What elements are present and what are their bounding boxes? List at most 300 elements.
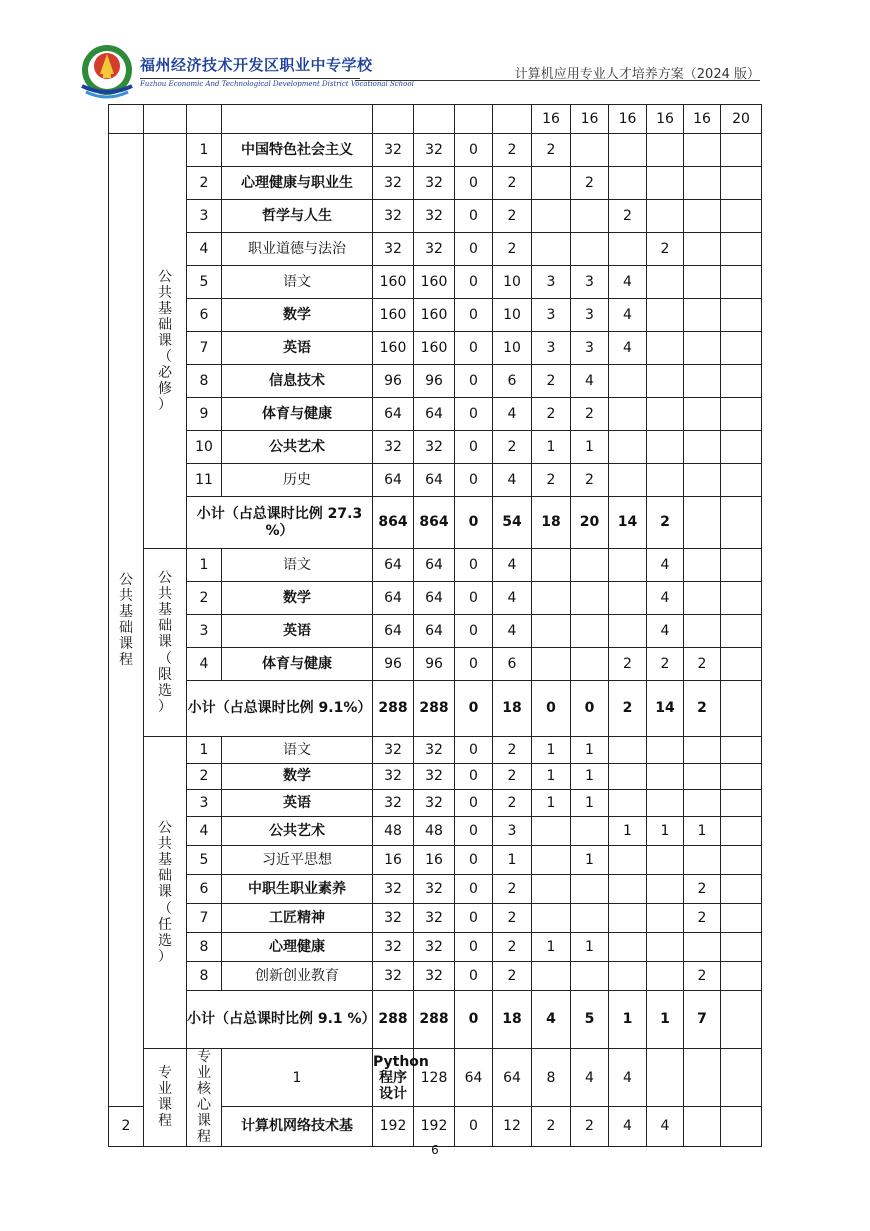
- table-row: [109, 737, 762, 764]
- course-value: [647, 790, 684, 817]
- course-value: 64: [414, 464, 455, 497]
- course-value: [721, 464, 762, 497]
- course-value: [721, 817, 762, 846]
- course-value: [721, 398, 762, 431]
- blank-cell: [109, 105, 144, 134]
- course-value: 0: [455, 790, 493, 817]
- course-value: [721, 431, 762, 464]
- course-name: Python 程序设计: [373, 1049, 414, 1107]
- blank-cell: [222, 105, 373, 134]
- course-value: [721, 648, 762, 681]
- header-rule-left: [140, 78, 360, 79]
- course-no: 2: [187, 167, 222, 200]
- course-value: 64: [414, 549, 455, 582]
- course-value: [532, 582, 571, 615]
- course-value: 2: [571, 1107, 609, 1146]
- course-value: [647, 398, 684, 431]
- course-value: 2: [684, 875, 721, 904]
- course-name: 英语: [222, 615, 373, 648]
- course-value: 160: [414, 266, 455, 299]
- course-no: 4: [187, 233, 222, 266]
- course-no: 2: [187, 764, 222, 790]
- course-value: 4: [609, 266, 647, 299]
- table-row: [109, 299, 762, 332]
- course-value: 4: [493, 582, 532, 615]
- table-row: [109, 134, 762, 167]
- course-name: 历史: [222, 464, 373, 497]
- table-row: [109, 962, 762, 991]
- course-value: 2: [571, 464, 609, 497]
- course-value: [721, 764, 762, 790]
- course-value: [647, 875, 684, 904]
- course-value: 32: [373, 933, 414, 962]
- table-row: [109, 200, 762, 233]
- table-row: [109, 167, 762, 200]
- school-logo: [76, 44, 138, 100]
- course-value: 160: [414, 299, 455, 332]
- course-no: 11: [187, 464, 222, 497]
- course-value: [609, 464, 647, 497]
- course-value: 64: [373, 549, 414, 582]
- subtotal-value: 18: [493, 991, 532, 1049]
- course-value: 1: [571, 764, 609, 790]
- subtotal-value: 14: [647, 681, 684, 737]
- course-value: [684, 398, 721, 431]
- course-value: 0: [455, 933, 493, 962]
- category-label: 公 共 基 础 课 程: [109, 134, 144, 1107]
- course-name: 数学: [222, 582, 373, 615]
- week-count: 16: [684, 105, 721, 134]
- table-row: [109, 398, 762, 431]
- course-value: [571, 134, 609, 167]
- course-value: 2: [493, 134, 532, 167]
- course-value: 1: [532, 764, 571, 790]
- course-value: 3: [532, 332, 571, 365]
- subtotal-value: 2: [647, 497, 684, 549]
- course-value: [532, 962, 571, 991]
- course-value: [647, 134, 684, 167]
- group-label: 公 共 基 础 课 （ 必 修 ）: [144, 134, 187, 549]
- table-row: [109, 681, 762, 737]
- course-name: 英语: [222, 332, 373, 365]
- school-name: 福州经济技术开发区职业中专学校: [140, 56, 373, 74]
- curriculum-table: [108, 104, 762, 1147]
- course-value: [721, 266, 762, 299]
- course-value: 192: [373, 1107, 414, 1146]
- course-value: [721, 299, 762, 332]
- course-value: 32: [414, 167, 455, 200]
- course-value: 0: [455, 431, 493, 464]
- course-value: 0: [455, 365, 493, 398]
- course-value: [571, 904, 609, 933]
- course-value: 1: [609, 817, 647, 846]
- course-value: [721, 1107, 762, 1146]
- blank-cell: [414, 105, 455, 134]
- course-value: 1: [532, 790, 571, 817]
- group-label: 公 共 基 础 课 （ 任 选 ）: [144, 737, 187, 1049]
- course-value: 4: [647, 582, 684, 615]
- course-no: 7: [187, 904, 222, 933]
- course-value: [684, 266, 721, 299]
- course-value: 64: [493, 1049, 532, 1107]
- subtotal-value: 0: [455, 681, 493, 737]
- course-value: 2: [609, 200, 647, 233]
- subtotal-value: 864: [373, 497, 414, 549]
- course-value: 0: [455, 737, 493, 764]
- course-no: 3: [187, 200, 222, 233]
- course-value: 32: [373, 875, 414, 904]
- course-value: [532, 233, 571, 266]
- course-name: 英语: [222, 790, 373, 817]
- course-value: 4: [493, 464, 532, 497]
- course-value: 32: [414, 875, 455, 904]
- course-value: [684, 1049, 721, 1107]
- subtotal-value: 0: [455, 991, 493, 1049]
- course-value: [647, 200, 684, 233]
- course-name: 计算机网络技术基: [222, 1107, 373, 1146]
- course-value: 32: [414, 233, 455, 266]
- course-value: [609, 134, 647, 167]
- blank-cell: [187, 105, 222, 134]
- course-value: [647, 167, 684, 200]
- subtotal-value: 0: [532, 681, 571, 737]
- course-name: 公共艺术: [222, 431, 373, 464]
- course-value: [571, 817, 609, 846]
- table-row: [109, 332, 762, 365]
- course-value: 32: [414, 200, 455, 233]
- course-no: 6: [187, 299, 222, 332]
- course-value: 3: [532, 266, 571, 299]
- subtotal-value: 1: [609, 991, 647, 1049]
- course-value: [721, 615, 762, 648]
- course-no: 7: [187, 332, 222, 365]
- course-value: 32: [373, 962, 414, 991]
- document-title: 计算机应用专业人才培养方案（2024 版）: [514, 67, 760, 82]
- course-value: [684, 431, 721, 464]
- course-value: 0: [455, 875, 493, 904]
- course-value: [647, 266, 684, 299]
- course-value: [684, 464, 721, 497]
- course-value: [609, 549, 647, 582]
- course-no: 8: [187, 962, 222, 991]
- course-value: 32: [373, 737, 414, 764]
- table-row: [109, 790, 762, 817]
- subtotal-value: 2: [684, 681, 721, 737]
- table-row: [109, 904, 762, 933]
- course-value: [684, 299, 721, 332]
- course-value: 1: [532, 737, 571, 764]
- course-value: [609, 933, 647, 962]
- course-value: 2: [532, 398, 571, 431]
- course-no: 3: [187, 615, 222, 648]
- course-value: 32: [373, 200, 414, 233]
- course-value: 1: [532, 933, 571, 962]
- subtotal-label: 小计（占总课时比例 27.3 %）: [187, 497, 373, 549]
- course-no: 6: [187, 875, 222, 904]
- course-value: 2: [684, 962, 721, 991]
- week-count: 16: [571, 105, 609, 134]
- course-value: 0: [455, 464, 493, 497]
- course-value: 0: [455, 1107, 493, 1146]
- page-number: 6: [431, 1143, 439, 1157]
- course-value: 32: [373, 431, 414, 464]
- course-value: [609, 846, 647, 875]
- course-value: 2: [493, 904, 532, 933]
- course-value: [684, 846, 721, 875]
- course-value: 32: [414, 737, 455, 764]
- course-value: 0: [455, 817, 493, 846]
- course-value: 2: [493, 764, 532, 790]
- subtotal-label: 小计（占总课时比例 9.1%）: [187, 681, 373, 737]
- course-value: 32: [373, 233, 414, 266]
- course-value: [647, 1049, 684, 1107]
- course-value: [609, 582, 647, 615]
- group-label: 专 业 核 心 课 程: [187, 1049, 222, 1147]
- subtotal-value: 288: [373, 991, 414, 1049]
- course-value: 2: [647, 233, 684, 266]
- course-value: 10: [493, 299, 532, 332]
- course-name: 语文: [222, 737, 373, 764]
- course-value: [721, 365, 762, 398]
- subtotal-value: 18: [493, 681, 532, 737]
- subtotal-value: 864: [414, 497, 455, 549]
- course-value: 0: [455, 648, 493, 681]
- course-value: 96: [414, 365, 455, 398]
- course-value: 32: [373, 167, 414, 200]
- course-value: [609, 167, 647, 200]
- subtotal-label: 小计（占总课时比例 9.1 %）: [187, 991, 373, 1049]
- course-value: 12: [493, 1107, 532, 1146]
- subtotal-value: 54: [493, 497, 532, 549]
- course-value: [532, 904, 571, 933]
- course-name: 创新创业教育: [222, 962, 373, 991]
- subtotal-value: 7: [684, 991, 721, 1049]
- course-value: [647, 464, 684, 497]
- course-value: [647, 962, 684, 991]
- course-value: [721, 1049, 762, 1107]
- course-value: 3: [493, 817, 532, 846]
- course-value: 1: [493, 846, 532, 875]
- table-row: [109, 549, 762, 582]
- table-row: [109, 764, 762, 790]
- subtotal-value: 14: [609, 497, 647, 549]
- course-value: 1: [571, 846, 609, 875]
- blank-cell: [455, 105, 493, 134]
- course-value: 6: [493, 648, 532, 681]
- course-name: 中职生职业素养: [222, 875, 373, 904]
- course-value: [684, 615, 721, 648]
- table-row: [109, 875, 762, 904]
- week-count: 16: [532, 105, 571, 134]
- course-value: 64: [414, 615, 455, 648]
- course-value: 160: [414, 332, 455, 365]
- course-value: [647, 737, 684, 764]
- course-value: 0: [455, 134, 493, 167]
- course-value: [721, 134, 762, 167]
- table-row: [109, 846, 762, 875]
- course-value: [721, 233, 762, 266]
- course-no: 5: [187, 846, 222, 875]
- course-value: 0: [455, 233, 493, 266]
- week-count: 16: [647, 105, 684, 134]
- course-value: 4: [647, 549, 684, 582]
- course-value: [721, 962, 762, 991]
- course-name: 习近平思想: [222, 846, 373, 875]
- course-value: 2: [532, 1107, 571, 1146]
- course-value: [571, 549, 609, 582]
- course-value: 160: [373, 332, 414, 365]
- group-label: 公 共 基 础 课 （ 限 选 ）: [144, 549, 187, 737]
- course-value: 32: [414, 790, 455, 817]
- course-value: 32: [414, 431, 455, 464]
- course-value: 4: [493, 398, 532, 431]
- course-value: [647, 904, 684, 933]
- course-name: 体育与健康: [222, 398, 373, 431]
- course-value: 0: [455, 764, 493, 790]
- course-no: 1: [187, 549, 222, 582]
- course-value: 96: [373, 648, 414, 681]
- course-value: [721, 549, 762, 582]
- course-value: 16: [373, 846, 414, 875]
- course-value: [609, 764, 647, 790]
- course-value: 1: [647, 817, 684, 846]
- course-value: 2: [647, 648, 684, 681]
- course-value: [532, 875, 571, 904]
- course-value: 48: [373, 817, 414, 846]
- course-value: [647, 332, 684, 365]
- course-no: 9: [187, 398, 222, 431]
- course-value: [721, 790, 762, 817]
- table-row: [109, 817, 762, 846]
- course-name: 语文: [222, 549, 373, 582]
- course-value: 4: [609, 1049, 647, 1107]
- course-value: 1: [571, 431, 609, 464]
- course-no: 8: [187, 933, 222, 962]
- course-value: [532, 648, 571, 681]
- course-value: [532, 817, 571, 846]
- course-value: 0: [455, 398, 493, 431]
- week-count: 20: [721, 105, 762, 134]
- subtotal-value: 1: [647, 991, 684, 1049]
- course-value: 2: [493, 431, 532, 464]
- course-value: [721, 200, 762, 233]
- course-value: 48: [414, 817, 455, 846]
- course-value: [532, 615, 571, 648]
- course-no: 1: [222, 1049, 373, 1107]
- course-value: [684, 233, 721, 266]
- course-value: 64: [373, 615, 414, 648]
- course-value: [532, 167, 571, 200]
- subtotal-value: 18: [532, 497, 571, 549]
- course-value: [647, 933, 684, 962]
- course-value: 2: [532, 365, 571, 398]
- course-name: 数学: [222, 764, 373, 790]
- course-value: [532, 846, 571, 875]
- table-header-row: [109, 105, 762, 134]
- blank-cell: [493, 105, 532, 134]
- course-value: 0: [455, 167, 493, 200]
- table-row: [109, 648, 762, 681]
- course-value: 128: [414, 1049, 455, 1107]
- course-value: [609, 431, 647, 464]
- course-value: 0: [455, 266, 493, 299]
- school-name-en: Fuzhou Economic And Technological Development District Vocational School: [140, 80, 414, 88]
- course-value: [721, 582, 762, 615]
- course-value: 2: [609, 648, 647, 681]
- subtotal-value: 4: [532, 991, 571, 1049]
- course-value: 6: [493, 365, 532, 398]
- blank-cell: [373, 105, 414, 134]
- course-value: 32: [414, 904, 455, 933]
- course-value: [609, 615, 647, 648]
- course-value: 2: [493, 167, 532, 200]
- course-value: [571, 615, 609, 648]
- course-value: 32: [373, 764, 414, 790]
- course-value: 32: [373, 904, 414, 933]
- course-value: 3: [571, 299, 609, 332]
- course-value: 1: [684, 817, 721, 846]
- course-no: 8: [187, 365, 222, 398]
- course-no: 1: [187, 737, 222, 764]
- course-value: 16: [414, 846, 455, 875]
- course-value: 0: [455, 299, 493, 332]
- subtotal-value: 288: [414, 681, 455, 737]
- subtotal-value: 0: [455, 497, 493, 549]
- course-value: 160: [373, 266, 414, 299]
- course-name: 数学: [222, 299, 373, 332]
- course-value: 0: [455, 904, 493, 933]
- course-value: 4: [647, 615, 684, 648]
- course-name: 信息技术: [222, 365, 373, 398]
- course-value: [721, 737, 762, 764]
- course-value: [684, 134, 721, 167]
- table-row: [109, 991, 762, 1049]
- course-value: [684, 332, 721, 365]
- course-value: 4: [609, 332, 647, 365]
- course-no: 1: [187, 134, 222, 167]
- course-name: 心理健康: [222, 933, 373, 962]
- course-value: [684, 933, 721, 962]
- course-value: [609, 233, 647, 266]
- course-no: 10: [187, 431, 222, 464]
- table-row: [109, 615, 762, 648]
- course-value: [609, 790, 647, 817]
- course-value: 2: [684, 648, 721, 681]
- course-value: 2: [493, 962, 532, 991]
- course-value: [647, 431, 684, 464]
- course-value: 32: [414, 764, 455, 790]
- course-value: 64: [414, 582, 455, 615]
- course-value: 2: [493, 790, 532, 817]
- course-value: 32: [414, 134, 455, 167]
- course-value: 2: [684, 904, 721, 933]
- course-value: [609, 962, 647, 991]
- course-value: 32: [373, 790, 414, 817]
- course-value: 4: [609, 1107, 647, 1146]
- course-value: 64: [373, 582, 414, 615]
- page-header: [0, 0, 870, 100]
- course-value: 4: [609, 299, 647, 332]
- course-value: [684, 200, 721, 233]
- course-value: [684, 790, 721, 817]
- table-row: [109, 497, 762, 549]
- course-value: [571, 582, 609, 615]
- course-value: 0: [455, 846, 493, 875]
- course-value: 0: [455, 332, 493, 365]
- subtotal-value: 288: [414, 991, 455, 1049]
- course-name: 公共艺术: [222, 817, 373, 846]
- course-value: 64: [414, 398, 455, 431]
